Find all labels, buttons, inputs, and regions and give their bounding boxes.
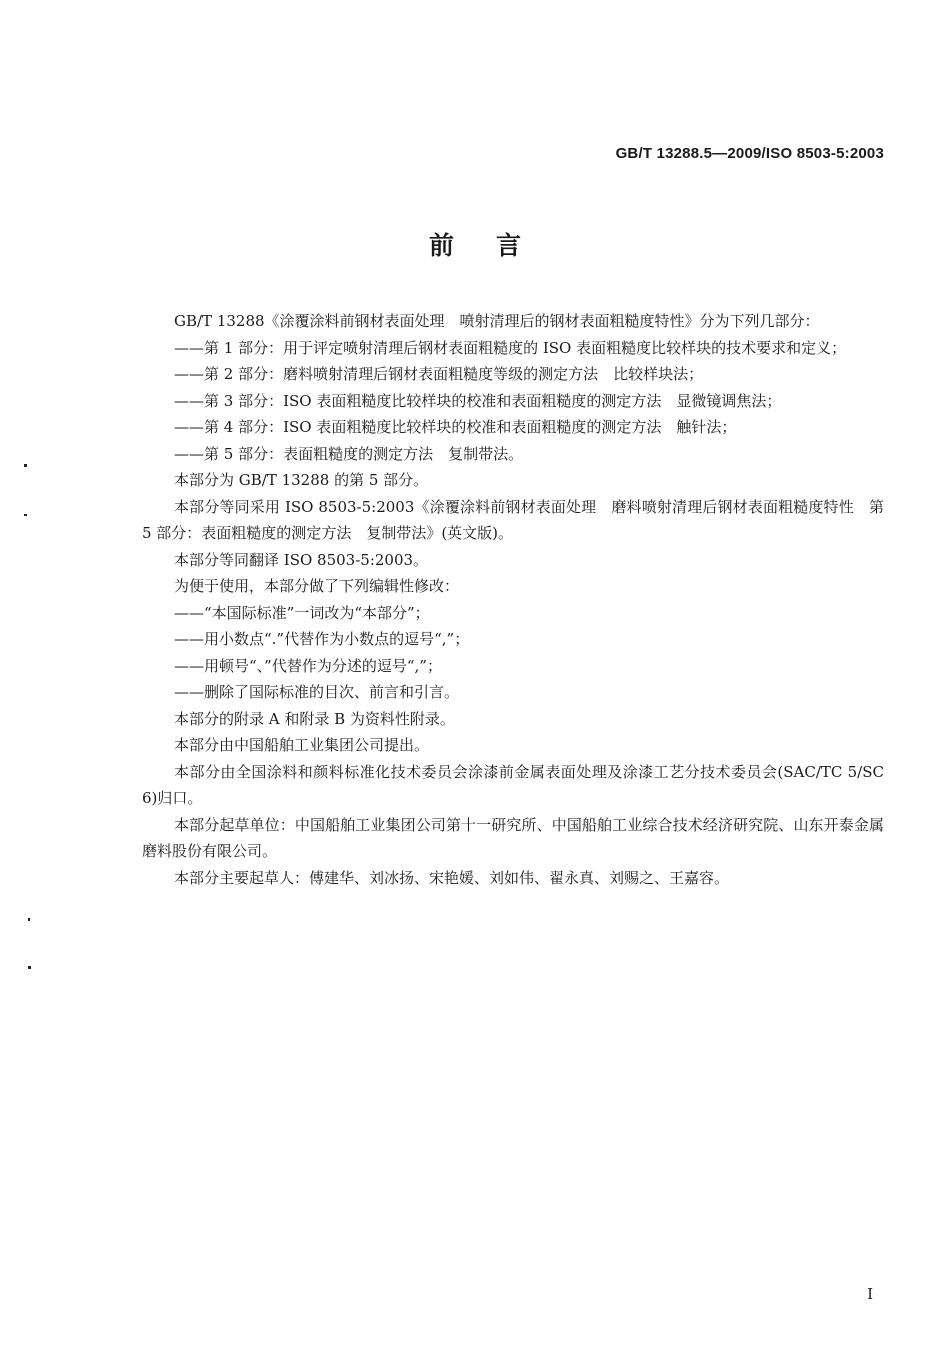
list-item-part-2: ——第 2 部分：磨料喷射清理后钢材表面粗糙度等级的测定方法 比较样块法； <box>174 365 704 383</box>
list-item-part-1: ——第 1 部分：用于评定喷射清理后钢材表面粗糙度的 ISO 表面粗糙度比较样块的技术要求和定义； <box>174 338 847 357</box>
paragraph-annexes: 本部分的附录 A 和附录 B 为资料性附录。 <box>174 709 455 728</box>
list-item-edit-1: ——“本国际标准”一词改为“本部分”； <box>174 603 430 622</box>
page-title: 前言 <box>428 231 563 260</box>
foreword-body <box>142 308 884 891</box>
paragraph-proposer: 本部分由中国船舶工业集团公司提出。 <box>174 736 430 754</box>
paragraph-drafters: 本部分主要起草人：傅建华、刘冰扬、宋艳媛、刘如伟、翟永真、刘赐之、王嘉容。 <box>174 868 730 887</box>
paragraph-intro: GB/T 13288《涂覆涂料前钢材表面处理 喷射清理后的钢材表面粗糙度特性》分为下列几部分： <box>174 312 820 330</box>
scan-mark <box>24 464 27 467</box>
list-item-part-4: ——第 4 部分：ISO 表面粗糙度比较样块的校准和表面粗糙度的测定方法 触针法； <box>174 418 737 436</box>
paragraph-editorial: 为便于使用，本部分做了下列编辑性修改： <box>174 577 460 595</box>
list-item-edit-3: ——用顿号“、”代替作为分述的逗号“,”； <box>174 656 442 675</box>
paragraph-part-statement: 本部分为 GB/T 13288 的第 5 部分。 <box>174 471 429 489</box>
scan-mark <box>28 966 31 969</box>
list-item-edit-2: ——用小数点“.”代替作为小数点的逗号“,”； <box>174 630 470 648</box>
list-item-part-5: ——第 5 部分：表面粗糙度的测定方法 复制带法。 <box>174 444 524 463</box>
paragraph-adoption: 本部分等同采用 ISO 8503-5:2003《涂覆涂料前钢材表面处理 磨料喷射清理后钢材表面粗糙度特性 第 5 部分：表面粗糙度的测定方法 复制带法》(英文版)。 <box>142 497 884 542</box>
page-number: I <box>867 1285 873 1303</box>
list-item-edit-4: ——删除了国际标准的目次、前言和引言。 <box>174 683 460 701</box>
standard-code: GB/T 13288.5—2009/ISO 8503-5:2003 <box>615 145 884 162</box>
scan-mark <box>28 918 30 921</box>
paragraph-drafting-units: 本部分起草单位：中国船舶工业集团公司第十一研究所、中国船舶工业综合技术经济研究院、山东开泰金属磨料股份有限公司。 <box>142 815 884 860</box>
scan-mark <box>24 514 27 516</box>
paragraph-translation: 本部分等同翻译 ISO 8503-5:2003。 <box>174 550 429 569</box>
paragraph-committee: 本部分由全国涂料和颜料标准化技术委员会涂漆前金属表面处理及涂漆工艺分技术委员会(SAC/TC 5/SC 6)归口。 <box>142 762 884 807</box>
list-item-part-3: ——第 3 部分：ISO 表面粗糙度比较样块的校准和表面粗糙度的测定方法 显微镜调焦法； <box>174 391 782 410</box>
